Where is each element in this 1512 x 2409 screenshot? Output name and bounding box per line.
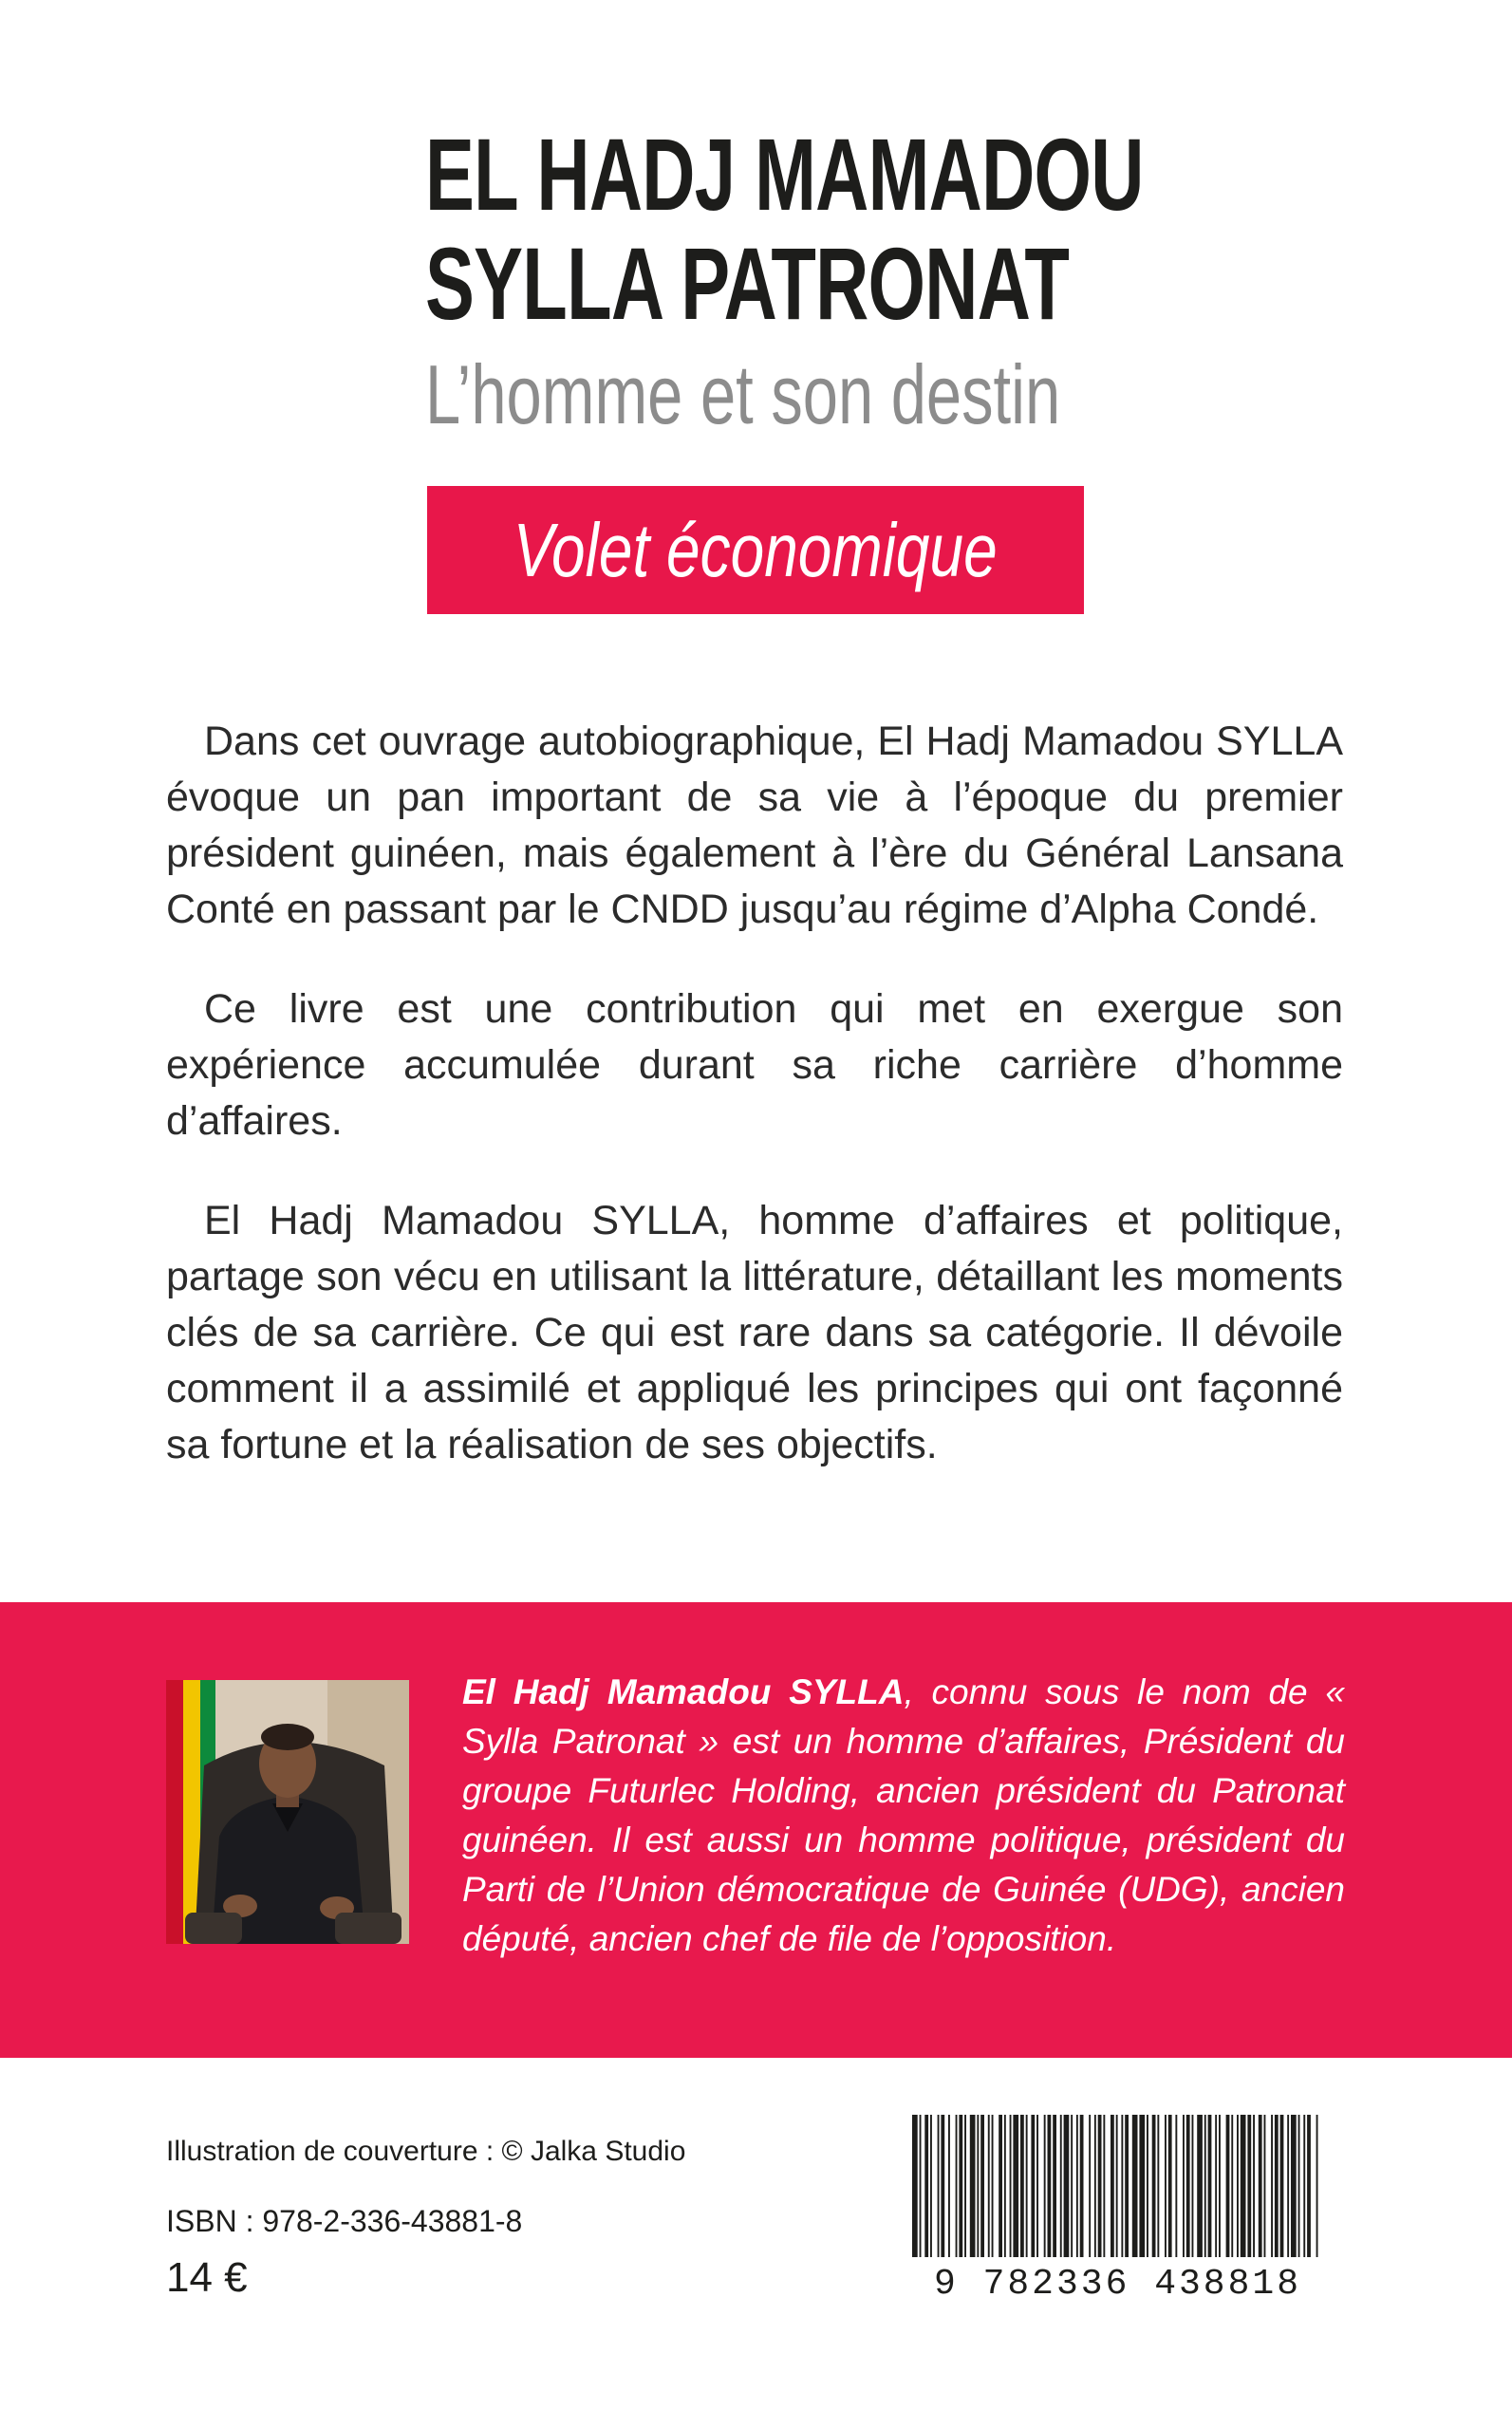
barcode-bar [1116,2115,1118,2257]
barcode-bar [1048,2115,1052,2257]
barcode-bar [1165,2115,1167,2257]
barcode-bar [1291,2115,1297,2257]
barcode-bar [1303,2115,1305,2257]
price: 14 € [166,2254,248,2301]
author-bio [462,1668,1345,1964]
barcode-bar [1010,2115,1012,2257]
barcode-bar [1186,2115,1190,2257]
barcode-bar [956,2115,958,2257]
barcode-bar [1076,2115,1078,2257]
barcode-bar [1204,2115,1206,2257]
isbn: ISBN : 978-2-336-43881-8 [166,2204,523,2238]
barcode-bar [1071,2115,1073,2257]
barcode-bar [1219,2115,1221,2257]
barcode-bar [1098,2115,1102,2257]
barcode-bar [1253,2115,1255,2257]
barcode-bar [1103,2115,1105,2257]
barcode-digits: 9 782336 438818 [933,2264,1302,2305]
barcode-bar [930,2115,932,2257]
barcode-bar [1208,2115,1212,2257]
back-cover-description [166,714,1343,1517]
barcode-bar [1259,2115,1262,2257]
barcode-bar [1026,2115,1028,2257]
description-paragraph-2: Ce livre est une contribution qui met en exergue son expérience accumulée durant sa riche carrière d’homme d’affaires. [166,986,1343,1144]
author-photo [166,1680,409,1944]
barcode-bar [1044,2115,1046,2257]
barcode-bar [980,2115,984,2257]
barcode-bar [1089,2115,1091,2257]
description-paragraph-3: El Hadj Mamadou SYLLA, homme d’affaires et politique, partage son vécu en utilisant la littérature, détaillant les moments clés de sa carrière. Ce qui est rare dans sa catégorie. Il dévoile comment il a assimilé et appliqué les principes qui ont façonné sa fortune et la réalisation de ses objectifs. [166,1198,1343,1467]
barcode-bar [1271,2115,1273,2257]
barcode-bar [1175,2115,1177,2257]
barcode-bar [1226,2115,1230,2257]
subtitle: L’homme et son destin [425,347,1061,441]
barcode-bar [1275,2115,1279,2257]
barcode-bar [1298,2115,1300,2257]
barcode-bar [1064,2115,1070,2257]
barcode-bar [1231,2115,1233,2257]
barcode-bar [1132,2115,1138,2257]
volet-label: Volet économique [513,507,998,592]
barcode-bar [1125,2115,1129,2257]
barcode-bar [1168,2115,1172,2257]
barcode-bar [1080,2115,1084,2257]
barcode-bar [1152,2115,1156,2257]
barcode-bar [1139,2115,1145,2257]
barcode-bar [1316,2115,1318,2257]
barcode-bar [964,2115,966,2257]
barcode-bar [959,2115,962,2257]
barcode-bar [1192,2115,1194,2257]
barcode-bar [912,2115,918,2257]
barcode-bar [1247,2115,1251,2257]
barcode-bar [941,2115,944,2257]
barcode-bar [1197,2115,1203,2257]
barcode-bar [1060,2115,1062,2257]
barcode-bar [1004,2115,1006,2257]
author-name: El Hadj Mamadou SYLLA [462,1672,905,1711]
barcode-bar [1215,2115,1217,2257]
barcode-bar [1053,2115,1056,2257]
barcode-bar [992,2115,994,2257]
barcode-bar [1280,2115,1284,2257]
barcode-bar [1094,2115,1096,2257]
barcode-bar [977,2115,979,2257]
barcode-bar [1031,2115,1035,2257]
barcode-bar [920,2115,922,2257]
barcode-bar [988,2115,990,2257]
barcode-bar [1121,2115,1123,2257]
barcode-bar [999,2115,1002,2257]
barcode-bar [1020,2115,1024,2257]
barcode-bar [1157,2115,1159,2257]
barcode-bar [1147,2115,1148,2257]
description-paragraph-1: Dans cet ouvrage autobiographique, El Hadj Mamadou SYLLA évoque un pan important de sa vie à l’époque du premier président guinéen, mais également à l’ère du Général Lansana Conté en passant par le CNDD jusqu’au régime d’Alpha Condé. [166,719,1343,932]
barcode-bar [1183,2115,1185,2257]
title-line-2: SYLLA PATRONAT [425,226,1070,341]
barcode-bar [1307,2115,1311,2257]
barcode-bar [924,2115,928,2257]
author-bio-text: , connu sous le nom de « Sylla Patronat » est un homme d’affaires, Président du groupe Futurlec Holding, ancien président du Patronat guinéen. Il est aussi un homme politique, président du Parti de l’Union démocratique de Guinée (UDG), ancien député, ancien chef de file de l’opposition. [462,1672,1345,1958]
volet-banner [427,486,1084,614]
barcode-bar [938,2115,940,2257]
barcode-bar [948,2115,950,2257]
barcode-bar [1013,2115,1018,2257]
barcode-bar [1241,2115,1246,2257]
barcode-bar [1287,2115,1289,2257]
barcode-bar [970,2115,976,2257]
barcode-bar [1036,2115,1038,2257]
cover-credit: Illustration de couverture : © Jalka Studio [166,2136,686,2167]
barcode-bar [1111,2115,1114,2257]
title-line-1: EL HADJ MAMADOU [425,117,1144,232]
barcode-bar [1264,2115,1266,2257]
barcode-bar [1237,2115,1239,2257]
